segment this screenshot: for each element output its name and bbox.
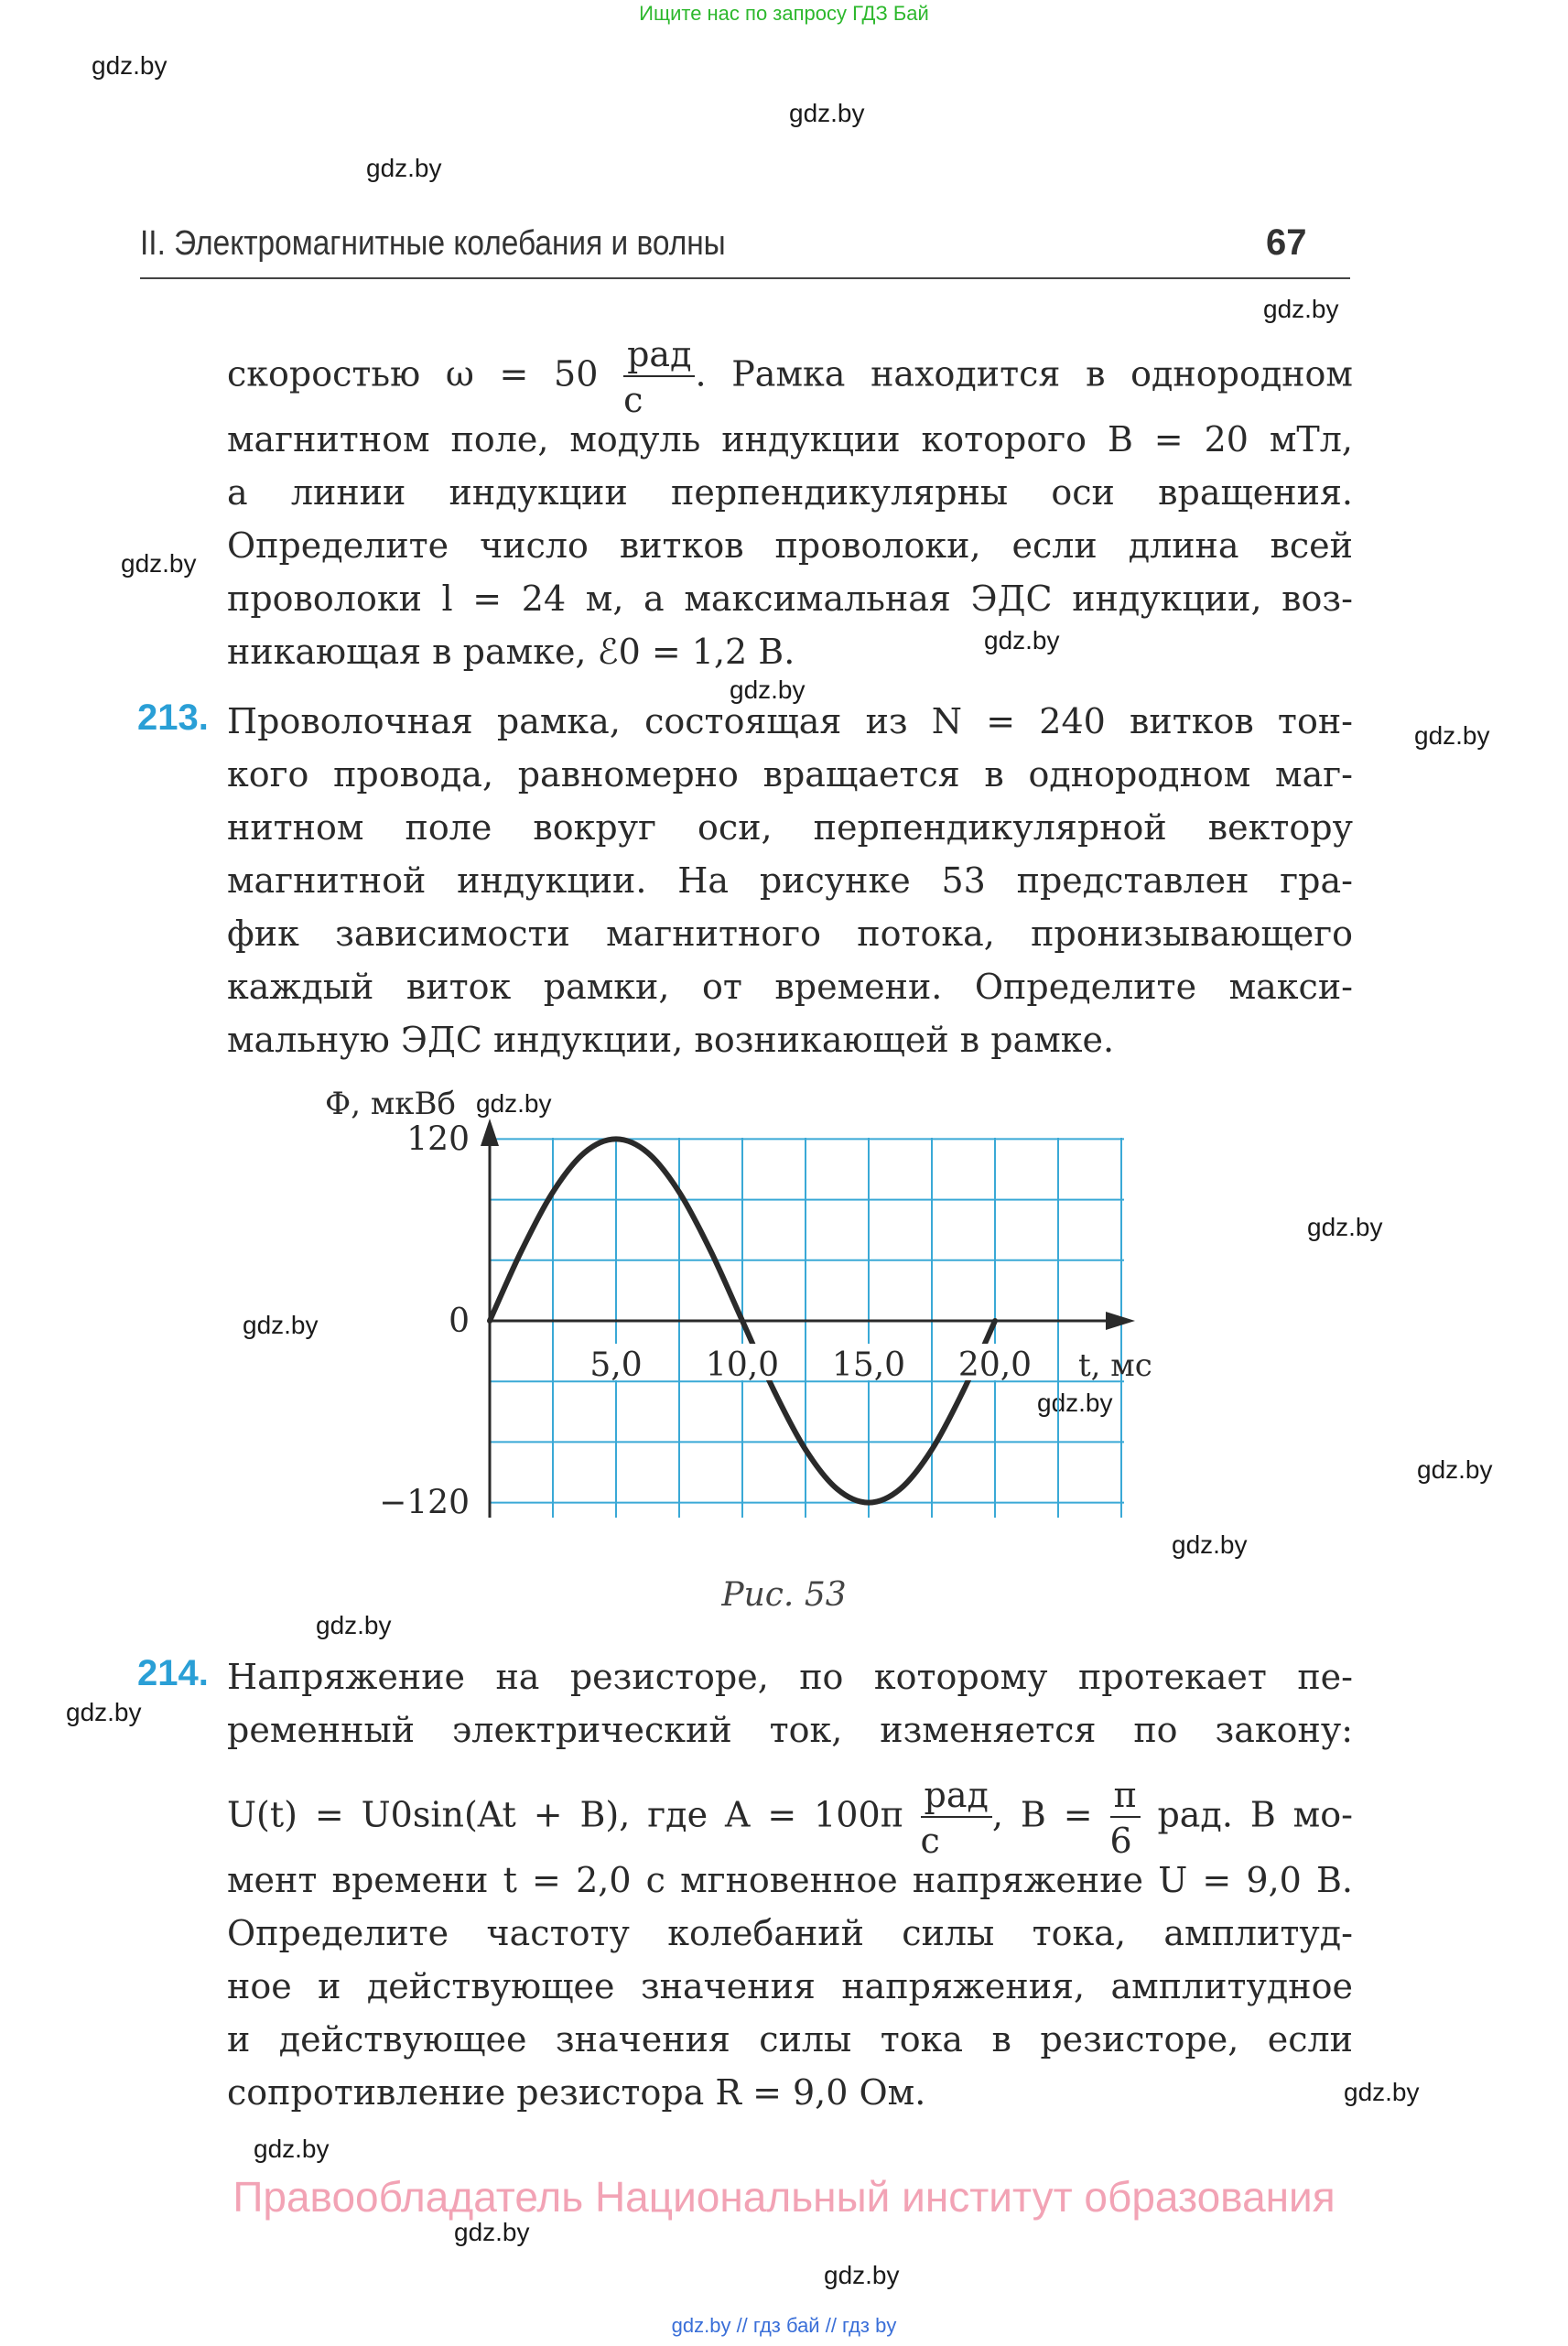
p214-line-2: ременный электрический ток, изменяется по закону: (227, 1710, 1353, 1750)
p214-line-8: сопротивление резистора R = 9,0 Ом. (227, 2072, 926, 2113)
fraction-denominator: с (920, 1821, 940, 1861)
watermark: gdz.by (1172, 1530, 1248, 1559)
p212-line-3: а линии индукции перпендикулярны оси вращения. (227, 472, 1353, 513)
x-tick-label: 5,0 (589, 1346, 643, 1384)
p213-line-2: кого провода, равномерно вращается в однородном маг- (227, 754, 1353, 795)
formula-text: рад. В мо- (1157, 1794, 1353, 1835)
watermark: gdz.by (984, 626, 1060, 654)
y-tick-label: −120 (379, 1484, 470, 1522)
x-tick-label: 10,0 (705, 1346, 780, 1384)
p213-line-7: мальную ЭДС индукции, возникающей в рамке. (227, 1020, 1115, 1060)
p214-line-6: ное и действующее значения напряжения, амплитудное (227, 1966, 1353, 2006)
p212-line-2: магнитном поле, модуль индукции которого B = 20 мТл, (227, 419, 1353, 459)
watermark: gdz.by (316, 1611, 392, 1639)
y-tick-label: 120 (406, 1120, 470, 1159)
fraction-rad-per-s (920, 1775, 992, 1861)
watermark: gdz.by (1037, 1389, 1113, 1417)
p214-line-3 (227, 1775, 1353, 1861)
watermark: gdz.by (476, 1089, 552, 1118)
watermark: gdz.by (254, 2135, 330, 2163)
problem-number-214: 214. (137, 1653, 209, 1693)
copyright-note: Правообладатель Национальный институт образования (232, 2173, 1336, 2221)
fraction-numerator: рад (921, 1778, 992, 1818)
watermark: gdz.by (1417, 1455, 1493, 1484)
page-number: 67 (1266, 222, 1307, 263)
watermark: gdz.by (1263, 295, 1339, 323)
p214-line-7: и действующее значения силы тока в резисторе, если (227, 2019, 1353, 2060)
p214-line-1: Напряжение на резисторе, по которому протекает пе- (227, 1657, 1353, 1697)
p212-line-4: Определите число витков проволоки, если длина всей (227, 525, 1353, 566)
p212-text: скоростью ω = 50 (227, 353, 599, 395)
watermark: gdz.by (1307, 1213, 1383, 1241)
fraction-denominator: с (623, 380, 643, 420)
x-tick-label: 20,0 (957, 1346, 1033, 1384)
p212-line-5: проволоки l = 24 м, а максимальная ЭДС индукции, воз- (227, 578, 1353, 619)
p212-line-1 (227, 334, 1353, 420)
y-axis-label: Ф, мкВб (325, 1086, 456, 1122)
fraction-numerator: рад (623, 337, 695, 377)
p213-line-1: Проволочная рамка, состоящая из N = 240 витков тон- (227, 701, 1353, 741)
p213-line-5: фик зависимости магнитного потока, пронизывающего (227, 914, 1353, 954)
watermark: gdz.by (92, 51, 168, 80)
watermark: gdz.by (121, 549, 197, 578)
p213-line-6: каждый виток рамки, от времени. Определите макси- (227, 967, 1353, 1007)
bottom-links: gdz.by // гдз бай // гдз by (671, 2314, 897, 2337)
x-tick-label: 15,0 (831, 1346, 906, 1384)
problem-number-213: 213. (137, 697, 209, 738)
watermark: gdz.by (1414, 721, 1490, 750)
top-banner: Ищите нас по запросу ГДЗ Бай (639, 2, 929, 25)
flux-time-chart (0, 1071, 1568, 1565)
running-header-title: II. Электромагнитные колебания и волны (140, 224, 726, 263)
formula-text: U(t) = U0sin(At + B), где A = 100π (227, 1794, 903, 1835)
fraction-pi-over-6 (1109, 1775, 1141, 1861)
p212-line-6: никающая в рамке, ℰ0 = 1,2 В. (227, 632, 795, 672)
y-axis-arrow (481, 1119, 499, 1146)
watermark: gdz.by (66, 1698, 142, 1726)
watermark: gdz.by (1344, 2078, 1420, 2106)
watermark: gdz.by (366, 154, 442, 182)
x-axis-label: t, мс (1078, 1347, 1152, 1384)
p214-line-5: Определите частоту колебаний силы тока, амплитуд- (227, 1913, 1353, 1953)
watermark: gdz.by (730, 676, 806, 704)
fraction-rad-per-s (623, 334, 695, 420)
watermark: gdz.by (789, 99, 865, 127)
p213-line-4: магнитной индукции. На рисунке 53 представлен гра- (227, 860, 1353, 901)
p213-line-3: нитном поле вокруг оси, перпендикулярной вектору (227, 807, 1353, 848)
figure-caption: Рис. 53 (721, 1576, 847, 1614)
y-tick-label: 0 (449, 1303, 470, 1340)
formula-text: , B = (991, 1794, 1093, 1835)
fraction-numerator: π (1110, 1778, 1141, 1818)
watermark: gdz.by (824, 2261, 900, 2289)
p214-line-4: мент времени t = 2,0 с мгновенное напряжение U = 9,0 В. (227, 1860, 1353, 1900)
header-divider (140, 277, 1350, 279)
p212-text: . Рамка находится в однородном (695, 353, 1353, 395)
watermark: gdz.by (454, 2218, 530, 2246)
watermark: gdz.by (243, 1311, 319, 1339)
fraction-denominator: 6 (1109, 1821, 1132, 1861)
